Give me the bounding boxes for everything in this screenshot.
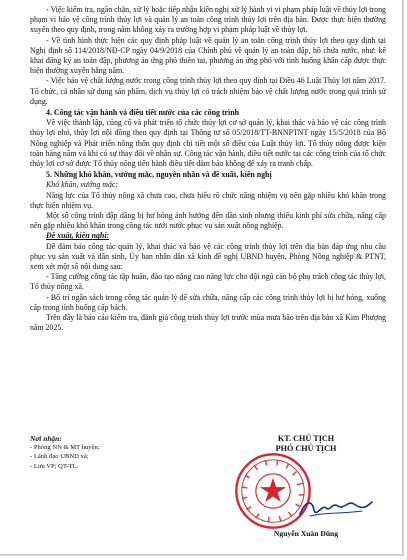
- subheading: Đề xuất, kiến nghị:: [46, 231, 110, 241]
- subheading: Khó khăn, vướng mắc:: [46, 180, 119, 190]
- section-heading: 4. Công tác vận hành và điều tiết nước của các công trình: [46, 108, 240, 118]
- signer-name: Nguyễn Xuân Dũng: [273, 529, 339, 538]
- signer-title-line2: PHÓ CHỦ TỊCH: [275, 444, 337, 453]
- paragraph: - Về tình hình thực hiện các quy định pháp luật về quản lý an toàn công trình thủy lợi theo quy định tại Nghị định số 114/2018/NĐ-CP ngày 04/9/2018 của Chính phủ về quản lý an toàn đập, hồ chứa nước, như: kê khai đăng ký an toàn đập, phương án ứng phó thiên tai, phương án ứng phó với tình huống khẩn cấp được thực hiện thường xuyên hằng năm.: [30, 35, 386, 76]
- paragraph: Một số công trình đập dâng bị hư hỏng ảnh hưởng đến dân sinh nhưng thiếu kinh phí sửa chữa, nâng cấp nên gặp nhiều khó khăn trong công tác tưới nước phục vụ sản xuất nông nghiệp.: [30, 211, 386, 231]
- recipients-heading: Nơi nhận:: [30, 434, 62, 443]
- paragraph: Về việc thành lập, củng cố và phát triển tổ chức thủy lợi cơ sở quản lý, khai thác và bảo vệ các công trình thủy lợi nhỏ, thủy lợi nội đồng theo quy định tại Thông tư số 05/2018/TT-BNNPTNT ngày 15/5/2018 của Bộ Nông nghiệp và Phát triển nông thôn quy định chi tiết một số điều của Luật thủy lợi. Tổ thủy nông được kiện toàn hàng năm và khi có sự thay đổi về nhân sự. Công tác vận hành, điều tiết nước tại các công trình của tổ chức thủy lợi cơ sở được Tổ thủy nông tiến hành điều tiết đảm bảo không để xảy ra tranh chấp.: [30, 118, 386, 169]
- paragraph: - Việc kiểm tra, ngăn chặn, xử lý hoặc tiếp nhận kiến nghị xử lý hành vi vi phạm pháp luật về thủy lợi trong phạm vi bảo vệ công trình thủy lợi và quản lý an toàn công trình thủy lợi trên địa bàn. Được thực hiện thường xuyên theo quy định, trong năm không xảy ra trường hợp vi phạm pháp luật về thủy lợi.: [30, 5, 386, 35]
- signer-title-line1: KT. CHỦ TỊCH: [277, 434, 335, 443]
- paragraph: Để đảm bảo công tác quản lý, khai thác và bảo vệ các công trình thủy lợi trên địa bàn đáp ứng nhu cầu phục vụ sản xuất và dân sinh, Ủy ban nhân dân xã kính đề nghị UBND huyện, Phòng Nông nghiệp & PTNT, xem xét một số nội dung sau:: [30, 241, 386, 272]
- paragraph: - Việc bảo vệ chất lượng nước trong công trình thủy lợi theo quy định tại Điều 46 Luật Thủy lợi năm 2017. Tổ chức, cá nhân sử dụng sản phẩm, dịch vụ thủy lợi có trách nhiệm bảo vệ chất lượng nước trong quá trình sử dụng.: [30, 76, 386, 106]
- section-heading: 5. Những khó khăn, vướng mắc, nguyên nhân và đề xuất, kiến nghị: [46, 170, 272, 180]
- paragraph: - Bố trí ngân sách trong công tác quản lý để sửa chữa, nâng cấp các công trình thủy lợi bị hư hỏng, xuống cấp trong tình huống cấp bách.: [30, 292, 386, 312]
- paragraph: Trên đây là báo cáo kiểm tra, đánh giá công trình thủy lợi trước mùa mưa bão trên địa bàn xã Kim Phượng năm 2025.: [30, 313, 386, 333]
- document-body: [30, 5, 386, 334]
- document-footer: [30, 434, 386, 554]
- recipient-item: - Phòng NN & MT huyện;: [30, 444, 100, 452]
- recipients-block: [30, 434, 180, 471]
- recipient-item: - Lưu VP; QT-TL.: [30, 462, 79, 470]
- paragraph: Năng lực của Tổ thủy nông xã chưa cao, chưa hiểu rõ chức năng nhiệm vụ nên gặp nhiều khó khăn trong thực hiện nhiệm vụ.: [30, 190, 386, 210]
- handwritten-signature-icon: [296, 494, 376, 522]
- paragraph: - Tăng cường công tác tập huấn, đào tạo nâng cao năng lực cho đội ngũ cán bộ phụ trách công tác thủy lợi, Tổ thủy nông xã.: [30, 272, 386, 292]
- signature-block: [226, 434, 386, 538]
- recipient-item: - Lãnh đạo UBND xã;: [30, 453, 89, 461]
